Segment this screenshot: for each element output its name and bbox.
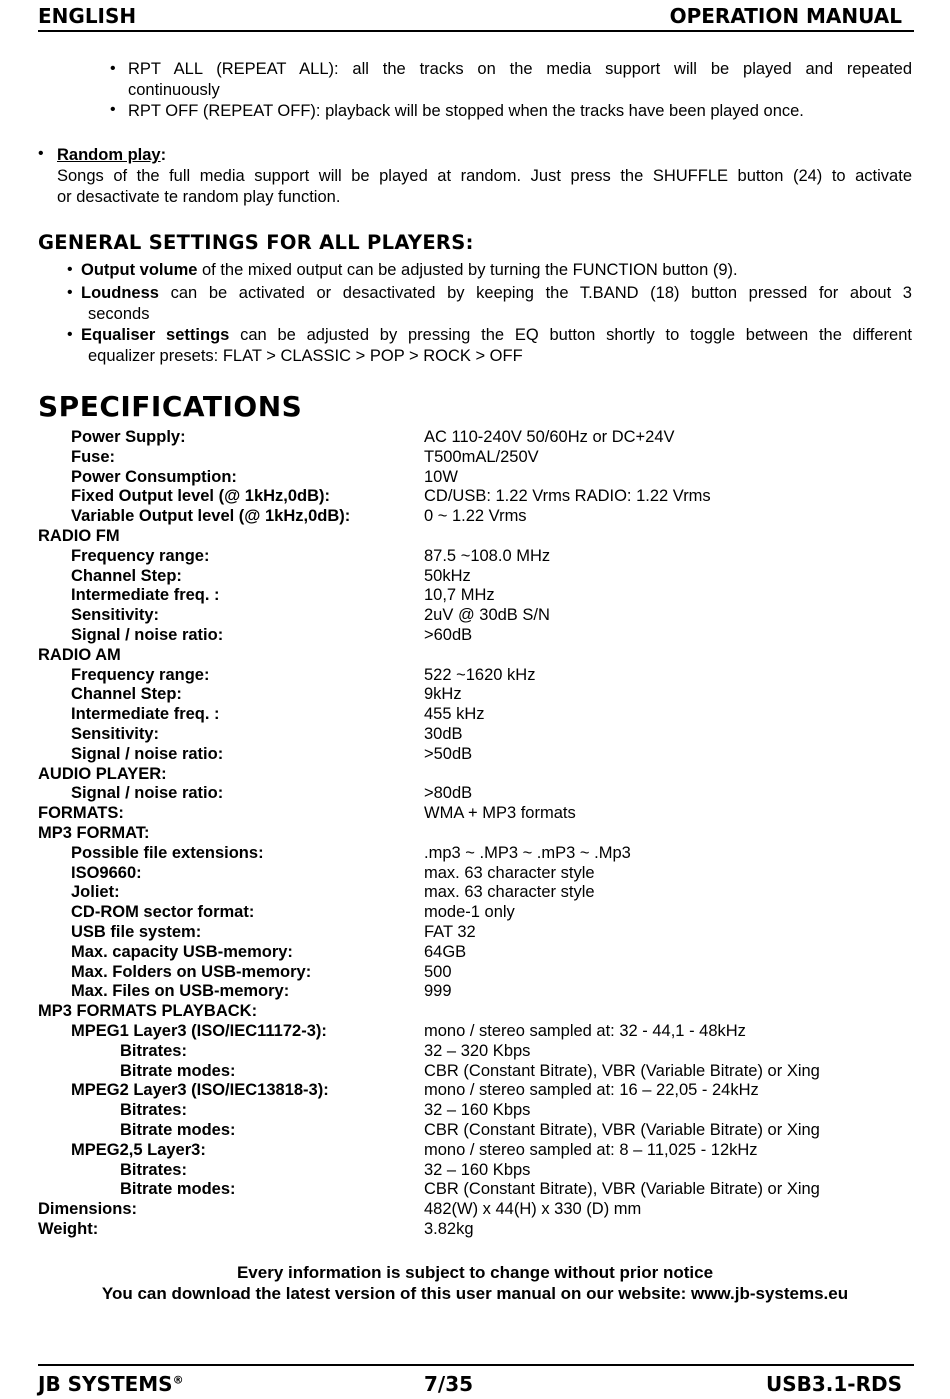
- spec-row: [0, 1141, 950, 1161]
- spec-row: [0, 844, 950, 864]
- spec-value: 3.82kg: [424, 1220, 474, 1238]
- spec-value: T500mAL/250V: [424, 447, 539, 466]
- spec-label: Fuse:: [71, 447, 116, 466]
- spec-label: FORMATS:: [38, 804, 124, 823]
- spec-label: Bitrate modes:: [120, 1061, 236, 1080]
- spec-value: mono / stereo sampled at: 16 – 22,05 - 24kHz: [424, 1081, 759, 1100]
- spec-value: >50dB: [424, 744, 473, 763]
- page-footer: [38, 1364, 914, 1399]
- repeat-item-all-line2: continuously: [128, 81, 220, 99]
- spec-label: Channel Step:: [71, 685, 182, 704]
- spec-label: Sensitivity:: [71, 725, 160, 743]
- spec-row: [0, 507, 950, 527]
- spec-label: Bitrate modes:: [120, 1121, 236, 1139]
- spec-label: Dimensions:: [38, 1200, 138, 1219]
- spec-row: [0, 448, 950, 468]
- spec-label: MP3 FORMAT:: [38, 824, 150, 842]
- spec-value: 10,7 MHz: [424, 586, 495, 605]
- repeat-item-all-line1: RPT ALL (REPEAT ALL): all the tracks on the media support will be played and repeated: [128, 60, 912, 78]
- random-play-text-line2: or desactivate te random play function.: [57, 188, 341, 206]
- spec-value: 0 ~ 1.22 Vrms: [424, 507, 527, 526]
- spec-label: Signal / noise ratio:: [71, 744, 224, 763]
- spec-row: [0, 1081, 950, 1101]
- spec-value: 455 kHz: [424, 705, 485, 724]
- spec-row: [0, 883, 950, 903]
- spec-value: CBR (Constant Bitrate), VBR (Variable Bitrate) or Xing: [424, 1061, 820, 1080]
- spec-value: 50kHz: [424, 566, 471, 585]
- spec-label: ISO9660:: [71, 863, 142, 882]
- bullet-dot: •: [38, 145, 44, 162]
- bullet-dot: •: [67, 284, 73, 301]
- spec-label: Intermediate freq. :: [71, 705, 220, 724]
- spec-value: >60dB: [424, 626, 473, 644]
- spec-row: [0, 487, 950, 507]
- spec-row: [0, 1161, 950, 1181]
- general-settings-heading: GENERAL SETTINGS FOR ALL PLAYERS:: [38, 231, 474, 254]
- spec-row: [0, 784, 950, 804]
- setting-loudness-cont: seconds: [88, 305, 150, 323]
- spec-label: Bitrates:: [120, 1041, 187, 1060]
- registered-mark: ®: [172, 1373, 184, 1387]
- spec-row: [0, 725, 950, 745]
- spec-row: [0, 626, 950, 646]
- spec-row: [0, 705, 950, 725]
- spec-row: [0, 666, 950, 686]
- setting-output-volume: Output volume of the mixed output can be adjusted by turning the FUNCTION button (9).: [81, 261, 738, 279]
- spec-row: [0, 646, 950, 666]
- footer-page-number: 7/35: [424, 1372, 474, 1396]
- spec-value: 64GB: [424, 942, 467, 961]
- random-play-text-line1: Songs of the full media support will be played at random. Just press the SHUFFLE button (24) to activate: [57, 167, 912, 185]
- spec-value: 482(W) x 44(H) x 330 (D) mm: [424, 1200, 642, 1219]
- page-header: [38, 2, 914, 32]
- spec-label: MPEG2,5 Layer3:: [71, 1140, 206, 1159]
- spec-value: mode-1 only: [424, 903, 515, 922]
- footer-brand: JB SYSTEMS®: [38, 1372, 184, 1396]
- specifications-heading: SPECIFICATIONS: [38, 390, 303, 423]
- spec-row: [0, 923, 950, 943]
- spec-row: [0, 963, 950, 983]
- bullet-dot: •: [110, 101, 116, 118]
- spec-value: >80dB: [424, 784, 473, 803]
- spec-row: [0, 468, 950, 488]
- spec-label: Variable Output level (@ 1kHz,0dB):: [71, 507, 351, 526]
- spec-label: CD-ROM sector format:: [71, 903, 255, 922]
- spec-label: Signal / noise ratio:: [71, 784, 224, 803]
- spec-label: Bitrates:: [120, 1101, 187, 1120]
- bullet-dot: •: [67, 326, 73, 343]
- spec-row: [0, 903, 950, 923]
- random-play-colon: :: [160, 146, 167, 164]
- spec-row: [0, 1220, 950, 1240]
- footer-model: USB3.1-RDS: [765, 1372, 902, 1396]
- spec-label: RADIO FM: [38, 527, 120, 545]
- setting-equaliser: Equaliser settings can be adjusted by pressing the EQ button shortly to toggle between the different: [81, 326, 912, 344]
- spec-value: 30dB: [424, 725, 463, 743]
- repeat-item-off: RPT OFF (REPEAT OFF): playback will be stopped when the tracks have been played once.: [128, 102, 804, 120]
- spec-row: [0, 428, 950, 448]
- spec-row: [0, 606, 950, 626]
- spec-row: [0, 1200, 950, 1220]
- spec-value: 522 ~1620 kHz: [424, 665, 536, 684]
- spec-value: 32 – 320 Kbps: [424, 1041, 531, 1060]
- spec-label: Max. Files on USB-memory:: [71, 982, 290, 1001]
- spec-label: Sensitivity:: [71, 606, 160, 625]
- spec-value: max. 63 character style: [424, 883, 595, 902]
- spec-label: AUDIO PLAYER:: [38, 764, 167, 783]
- spec-label: Weight:: [38, 1220, 99, 1238]
- spec-label: Bitrates:: [120, 1160, 187, 1179]
- spec-label: USB file system:: [71, 923, 202, 941]
- spec-row: [0, 804, 950, 824]
- spec-value: 32 – 160 Kbps: [424, 1160, 531, 1179]
- bullet-dot: •: [67, 261, 73, 278]
- spec-label: Frequency range:: [71, 665, 210, 684]
- setting-equaliser-cont: equalizer presets: FLAT > CLASSIC > POP > ROCK > OFF: [88, 347, 523, 365]
- spec-value: AC 110-240V 50/60Hz or DC+24V: [424, 428, 675, 446]
- spec-value: 10W: [424, 467, 458, 486]
- spec-value: WMA + MP3 formats: [424, 804, 576, 823]
- spec-label: RADIO AM: [38, 645, 121, 664]
- spec-row: [0, 547, 950, 567]
- header-title: OPERATION MANUAL: [669, 4, 902, 28]
- spec-value: CBR (Constant Bitrate), VBR (Variable Bitrate) or Xing: [424, 1121, 820, 1139]
- spec-label: Joliet:: [71, 883, 120, 902]
- spec-row: [0, 567, 950, 587]
- spec-value: mono / stereo sampled at: 8 – 11,025 - 12kHz: [424, 1140, 758, 1159]
- spec-label: Signal / noise ratio:: [71, 626, 224, 644]
- spec-value: max. 63 character style: [424, 863, 595, 882]
- bullet-dot: •: [110, 60, 116, 77]
- spec-value: .mp3 ~ .MP3 ~ .mP3 ~ .Mp3: [424, 843, 631, 862]
- spec-value: CD/USB: 1.22 Vrms RADIO: 1.22 Vrms: [424, 487, 711, 506]
- spec-row: [0, 982, 950, 1002]
- spec-row: [0, 765, 950, 785]
- spec-label: MPEG2 Layer3 (ISO/IEC13818-3):: [71, 1081, 329, 1100]
- notice-line2: You can download the latest version of this user manual on our website: www.jb-systems.eu: [101, 1284, 849, 1303]
- spec-row: [0, 864, 950, 884]
- spec-row: [0, 1042, 950, 1062]
- spec-row: [0, 586, 950, 606]
- spec-row: [0, 1022, 950, 1042]
- spec-label: Max. Folders on USB-memory:: [71, 962, 312, 981]
- spec-row: [0, 1180, 950, 1200]
- spec-value: FAT 32: [424, 923, 476, 941]
- spec-value: 999: [424, 982, 452, 1001]
- spec-row: [0, 1002, 950, 1022]
- spec-value: mono / stereo sampled at: 32 - 44,1 - 48kHz: [424, 1022, 746, 1040]
- spec-label: Fixed Output level (@ 1kHz,0dB):: [71, 487, 331, 506]
- spec-value: 9kHz: [424, 685, 462, 704]
- spec-value: 32 – 160 Kbps: [424, 1101, 531, 1120]
- spec-label: Power Supply:: [71, 428, 186, 446]
- spec-row: [0, 745, 950, 765]
- spec-row: [0, 527, 950, 547]
- spec-row: [0, 824, 950, 844]
- spec-row: [0, 1121, 950, 1141]
- spec-row: [0, 685, 950, 705]
- spec-row: [0, 1101, 950, 1121]
- notice-line1: Every information is subject to change without prior notice: [236, 1263, 714, 1282]
- spec-value: CBR (Constant Bitrate), VBR (Variable Bitrate) or Xing: [424, 1180, 820, 1199]
- spec-label: MPEG1 Layer3 (ISO/IEC11172-3):: [71, 1022, 327, 1040]
- spec-row: [0, 943, 950, 963]
- spec-label: Possible file extensions:: [71, 843, 264, 862]
- random-play-title: Random play: [57, 146, 161, 164]
- spec-label: Channel Step:: [71, 566, 182, 585]
- spec-value: 500: [424, 962, 452, 981]
- spec-value: 2uV @ 30dB S/N: [424, 606, 550, 625]
- spec-label: MP3 FORMATS PLAYBACK:: [38, 1002, 258, 1021]
- spec-label: Power Consumption:: [71, 467, 237, 486]
- spec-label: Intermediate freq. :: [71, 586, 220, 605]
- spec-label: Frequency range:: [71, 546, 210, 565]
- spec-label: Max. capacity USB-memory:: [71, 942, 293, 961]
- spec-label: Bitrate modes:: [120, 1180, 236, 1199]
- spec-value: 87.5 ~108.0 MHz: [424, 546, 551, 565]
- setting-loudness: Loudness can be activated or desactivated by keeping the T.BAND (18) button pressed for about 3: [81, 284, 912, 302]
- header-language: ENGLISH: [38, 4, 137, 28]
- spec-row: [0, 1062, 950, 1082]
